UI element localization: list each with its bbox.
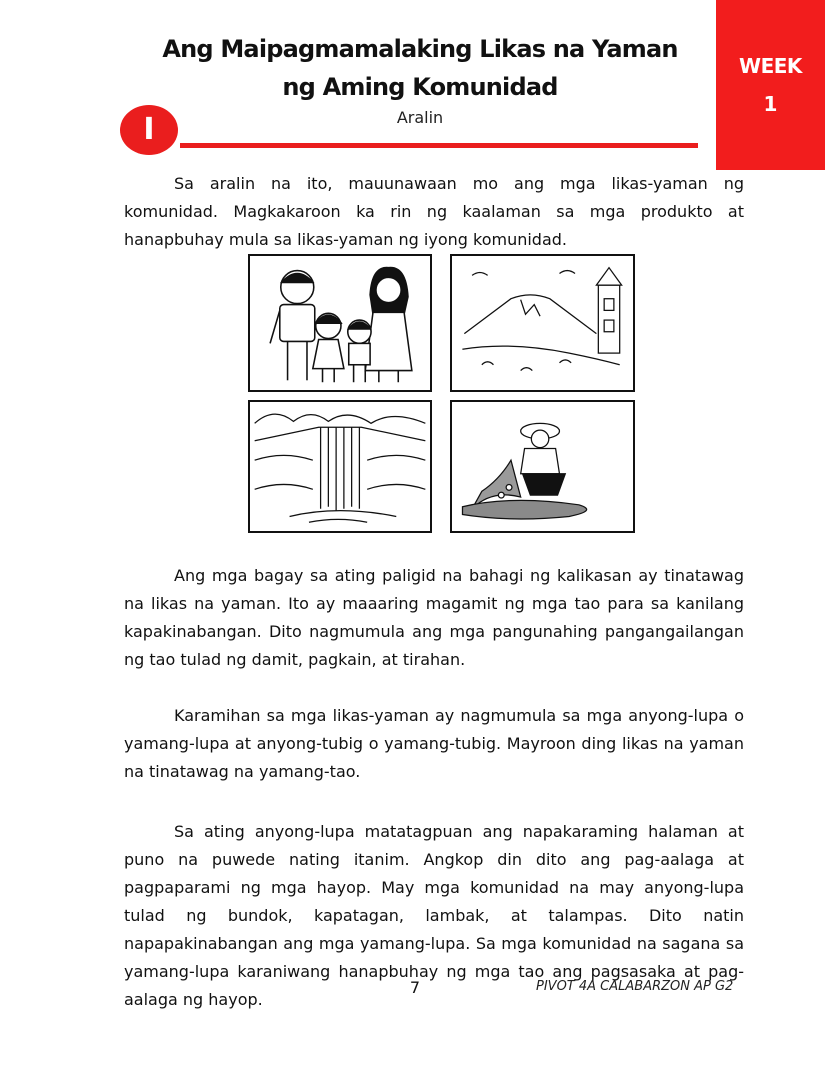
family-icon bbox=[250, 256, 430, 390]
volcano-landscape-illustration bbox=[450, 254, 635, 392]
paragraph-pinagmumulan: Karamihan sa mga likas-yaman ay nagmumula sa mga anyong-lupa o yamang-lupa at anyong-tubig o yamang-tubig. Mayroon ding likas na yaman na tinatawag na yamang-tao. bbox=[124, 706, 744, 781]
paragraph-anyong-lupa: Sa ating anyong-lupa matatagpuan ang napakaraming halaman at puno na puwede nating itanim. Angkop din dito ang pag-aalaga at pagpaparami ng mga hayop. May mga komunidad na may anyong-lupa tulad ng bundok, kapatagan, lambak, at talampas. Dito natin napapakinabangan ang mga yamang-lupa. Sa mga komunidad na sagana sa yamang-lupa karaniwang hanapbuhay ng mga tao ang pagsasaka at pag-aalaga ng hayop. bbox=[124, 822, 744, 1009]
volcano-icon bbox=[452, 256, 633, 390]
page-number: 7 bbox=[409, 978, 421, 997]
family-illustration bbox=[248, 254, 432, 392]
lesson-title-line1: Ang Maipagmamalaking Likas na Yaman bbox=[162, 35, 678, 63]
week-number: 1 bbox=[763, 92, 778, 116]
title-divider bbox=[180, 143, 698, 148]
paragraph-intro: Sa aralin na ito, mauunawaan mo ang mga likas-yaman ng komunidad. Magkakaroon ka rin ng kaalaman sa mga produkto at hanapbuhay mula sa likas-yaman ng iyong komunidad. bbox=[124, 174, 744, 249]
paragraph-likas-yaman: Ang mga bagay sa ating paligid na bahagi ng kalikasan ay tinatawag na likas na yaman. Ito ay maaaring magamit ng mga tao para sa kanilang kapakinabangan. Dito nagmumula ang mga pangunahing pangangailangan ng tao tulad ng damit, pagkain, at tirahan. bbox=[124, 566, 744, 669]
lesson-subtitle: Aralin bbox=[396, 108, 444, 127]
week-tab bbox=[716, 0, 825, 170]
week-label: WEEK bbox=[739, 54, 802, 78]
fisherman-illustration bbox=[450, 400, 635, 533]
fisherman-icon bbox=[452, 402, 633, 531]
section-badge: I bbox=[120, 105, 178, 155]
waterfall-icon bbox=[250, 402, 430, 531]
lesson-title-line2: ng Aming Komunidad bbox=[282, 73, 558, 101]
footer-source: PIVOT 4A CALABARZON AP G2 bbox=[536, 979, 734, 994]
waterfall-illustration bbox=[248, 400, 432, 533]
